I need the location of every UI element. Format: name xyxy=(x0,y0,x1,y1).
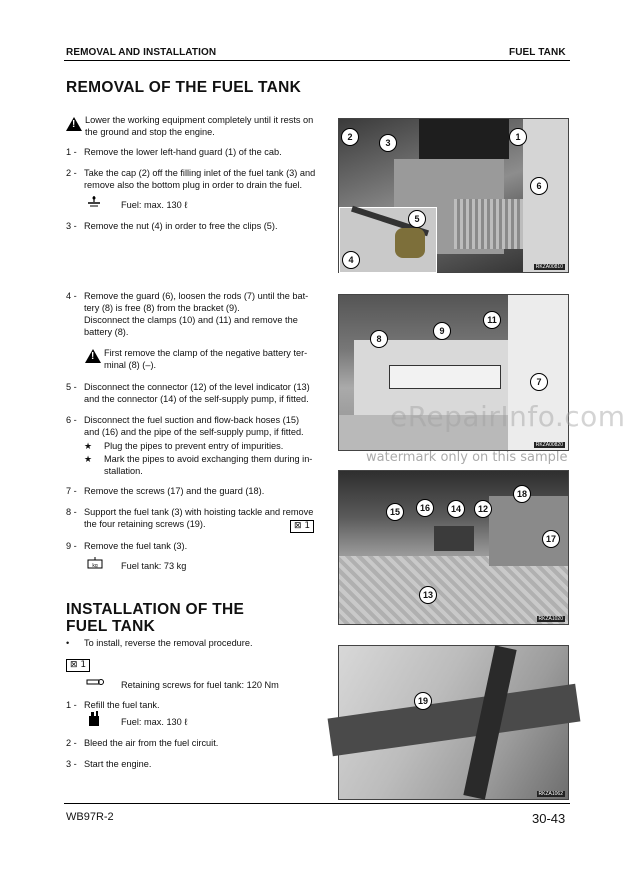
figure-tank-connections xyxy=(338,470,569,625)
callout-17: 17 xyxy=(542,530,560,548)
removal-bullet-2: ★ Mark the pipes to avoid exchanging them during in- stallation. xyxy=(84,454,313,476)
installation-reference-mark-symbol: ⊠ xyxy=(70,660,78,670)
callout-3: 3 xyxy=(379,134,397,152)
removal-step-6: 6 - Disconnect the fuel suction and flow-back hoses (15) and (16) and the pipe of the self-supply pump, if fitted. xyxy=(66,415,304,437)
figure-code: RKZA1020 xyxy=(538,616,563,622)
removal-step-3: 3 - Remove the nut (4) in order to free the clips (5). xyxy=(66,221,278,231)
installation-intro-bullet: • xyxy=(66,638,70,648)
installation-torque-note: Retaining screws for fuel tank: 120 Nm xyxy=(121,680,279,690)
lower-guard-grille xyxy=(454,199,524,249)
header-rule xyxy=(64,60,570,61)
figure-code: RKZA1062 xyxy=(538,791,563,797)
removal-step-2: 2 - Take the cap (2) off the filling inlet of the fuel tank (3) and remove also the bottom plug in order to drain the fuel. xyxy=(66,168,316,190)
installation-reference-mark-number: 1 xyxy=(80,660,87,670)
removal-step-1: 1 - Remove the lower left-hand guard (1) of the cab. xyxy=(66,147,282,157)
callout-6: 6 xyxy=(530,177,548,195)
installation-step-1: 1 - Refill the fuel tank. xyxy=(66,700,160,710)
battery-warning-icon xyxy=(85,349,101,363)
removal-fuel-note: Fuel: max. 130 ℓ xyxy=(121,200,188,210)
removal-step-9: 9 - Remove the fuel tank (3). xyxy=(66,541,188,551)
reference-mark-symbol: ⊠ xyxy=(294,521,302,531)
installation-step-3: 3 - Start the engine. xyxy=(66,759,152,769)
installation-step-2: 2 - Bleed the air from the fuel circuit. xyxy=(66,738,219,748)
callout-11: 11 xyxy=(483,311,501,329)
callout-18: 18 xyxy=(513,485,531,503)
reference-mark-icon xyxy=(290,520,314,533)
figure-retaining-screws xyxy=(338,645,569,800)
watermark-site: eRepairInfo.com xyxy=(390,400,626,433)
callout-13: 13 xyxy=(419,586,437,604)
removal-warning: Lower the working equipment completely until it rests on the ground and stop the engine. xyxy=(85,115,314,137)
figure-code: RKZA00820 xyxy=(535,442,563,448)
figure-fuel-tank-left-side xyxy=(338,118,569,273)
header-section-title: REMOVAL AND INSTALLATION xyxy=(66,47,217,58)
removal-weight-note: Fuel tank: 73 kg xyxy=(121,561,187,571)
removal-step-4: 4 - Remove the guard (6), loosen the rods (7) until the bat- tery (8) is free (8) from the bracket (9). Disconnect the clamps (10) and (11) and remove the battery (8). xyxy=(66,291,309,337)
battery-warning: First remove the clamp of the negative battery ter- minal (8) (–). xyxy=(104,348,308,370)
figure-code: RKZA00810 xyxy=(535,264,563,270)
cab-frame xyxy=(523,119,568,272)
installation-intro: To install, reverse the removal procedure. xyxy=(84,638,253,648)
removal-step-7: 7 - Remove the screws (17) and the guard (18). xyxy=(66,486,265,496)
installation-title: INSTALLATION OF THE FUEL TANK xyxy=(66,601,245,635)
weight-icon xyxy=(87,557,103,571)
callout-19: 19 xyxy=(414,692,432,710)
checker-plate-floor xyxy=(339,556,568,624)
torque-wrench-icon xyxy=(86,677,104,689)
hydraulic-cylinder xyxy=(328,684,581,756)
callout-9: 9 xyxy=(433,322,451,340)
callout-15: 15 xyxy=(386,503,404,521)
callout-5: 5 xyxy=(408,210,426,228)
footer-rule xyxy=(64,803,570,804)
removal-step-8: 8 - Support the fuel tank (3) with hoisting tackle and remove the four retaining screws (19). xyxy=(66,507,314,529)
fuel-can-icon xyxy=(87,711,101,729)
installation-reference-mark-icon xyxy=(66,659,90,672)
removal-title: REMOVAL OF THE FUEL TANK xyxy=(66,79,302,96)
inset-bracket xyxy=(395,228,425,258)
callout-2: 2 xyxy=(341,128,359,146)
callout-16: 16 xyxy=(416,499,434,517)
svg-text:kg: kg xyxy=(92,563,98,569)
footer-model: WB97R-2 xyxy=(66,811,114,823)
callout-4: 4 xyxy=(342,251,360,269)
callout-14: 14 xyxy=(447,500,465,518)
callout-1: 1 xyxy=(509,128,527,146)
callout-8: 8 xyxy=(370,330,388,348)
battery-label xyxy=(389,365,501,389)
callout-7: 7 xyxy=(530,373,548,391)
callout-12: 12 xyxy=(474,500,492,518)
fuel-level-icon xyxy=(87,196,101,210)
reference-mark-number: 1 xyxy=(304,521,311,531)
removal-bullet-1: ★ Plug the pipes to prevent entry of impurities. xyxy=(84,441,284,451)
removal-step-5: 5 - Disconnect the connector (12) of the level indicator (13) and the connector (14) of the self-supply pump, if fitted. xyxy=(66,382,310,404)
cab-window xyxy=(419,119,509,159)
header-topic: FUEL TANK xyxy=(509,47,566,58)
footer-page-number: 30-43 xyxy=(532,811,566,826)
connector-block xyxy=(434,526,474,551)
installation-fuel-note: Fuel: max. 130 ℓ xyxy=(121,717,188,727)
warning-triangle-icon xyxy=(66,117,82,131)
watermark-notice: watermark only on this sample xyxy=(366,450,568,465)
